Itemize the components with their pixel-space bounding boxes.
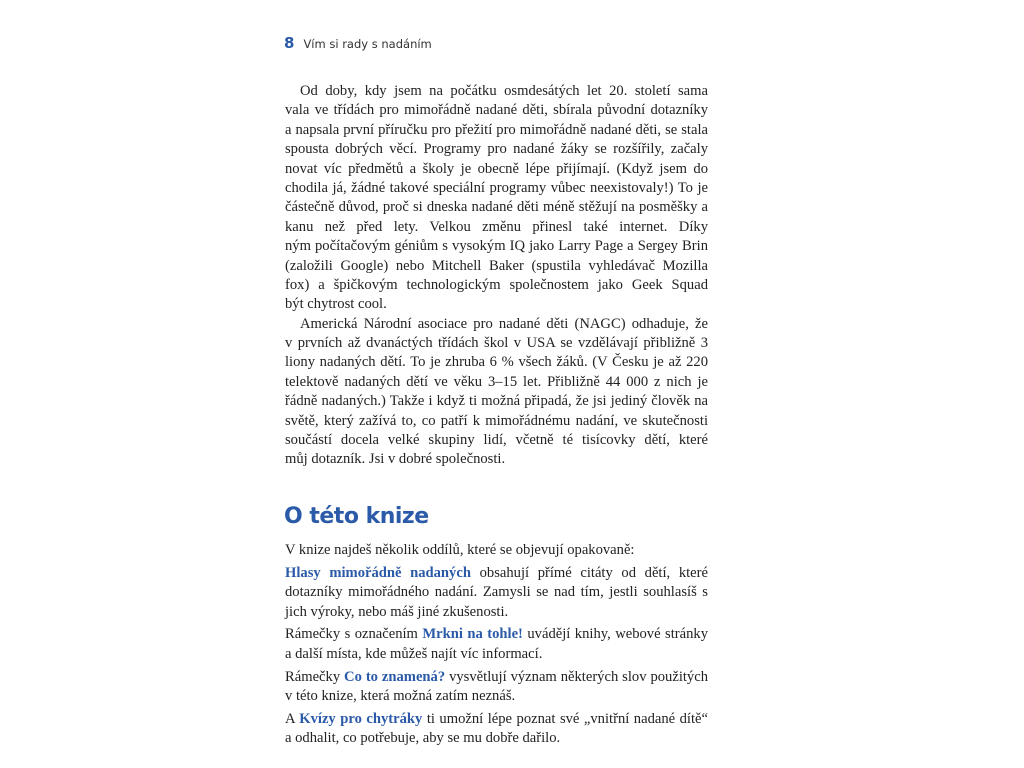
page-number: 8 xyxy=(284,34,295,52)
text-line xyxy=(285,237,708,256)
text-line xyxy=(285,603,708,622)
text-line xyxy=(285,160,708,179)
paragraph xyxy=(285,82,708,315)
paragraph xyxy=(285,668,708,707)
text-segment: řádně nadaných.) Takže i když ti možná připadá, že jsi jediný člověk na xyxy=(285,393,708,410)
text-segment: součástí docela velké skupiny lidí, včetně té tisícovky dětí, které xyxy=(285,432,708,449)
highlighted-term: Hlasy mimořádně nadaných xyxy=(285,564,471,581)
text-segment: světě, který zažívá to, co patří k mimořádnému nadání, ve skutečnosti xyxy=(285,412,708,429)
text-line xyxy=(285,353,708,372)
paragraph xyxy=(285,564,708,622)
paragraph xyxy=(285,541,708,560)
text-line xyxy=(285,276,708,295)
highlighted-term: Mrkni na tohle! xyxy=(422,626,523,643)
text-line xyxy=(285,541,708,560)
text-segment: telektově nadaných dětí ve věku 3–15 let. Přibližně 44 000 z nich je xyxy=(285,373,708,390)
text-segment: Rámečky s označením xyxy=(285,626,423,643)
text-segment: v prvních až dvanáctých třídách škol v USA se vzdělávají přibližně 3 xyxy=(285,335,708,352)
text-segment: Od doby, kdy jsem na počátku osmdesátých let 20. století sama xyxy=(300,83,708,99)
text-segment: fox) a špičkovým technologickým společnostem jako Geek Squad xyxy=(285,276,708,293)
text-segment: ti umožní lépe poznat své „vnitřní nadané dítě“ xyxy=(422,711,708,728)
text-segment: v této knize, která možná zatím neznáš. xyxy=(285,688,516,705)
text-segment: vysvětlují význam některých slov použitých xyxy=(445,668,708,685)
text-line xyxy=(285,645,708,664)
text-line xyxy=(285,729,708,748)
about-book-section xyxy=(285,541,708,749)
text-segment: Americká Národní asociace pro nadané děti (NAGC) odhaduje, že xyxy=(300,315,708,332)
text-segment: chodila já, žádné takové speciální programy vůbec neexistovaly!) To je xyxy=(285,179,708,196)
text-segment: V knize najdeš několik oddílů, které se objevují opakovaně: xyxy=(285,541,635,558)
text-segment: kanu než před lety. Velkou změnu přinesl také internet. Díky xyxy=(285,218,708,235)
highlighted-term: Kvízy pro chytráky xyxy=(299,711,423,728)
text-line xyxy=(285,583,708,602)
running-header xyxy=(284,34,432,52)
text-segment: uvádějí knihy, webové stránky xyxy=(522,626,708,643)
text-line xyxy=(285,121,708,140)
text-segment: A xyxy=(285,711,300,728)
text-line xyxy=(285,295,708,314)
text-line xyxy=(285,198,708,217)
text-line xyxy=(285,315,708,334)
text-line xyxy=(285,564,708,583)
text-segment: (založili Google) nebo Mitchell Baker (spustila vyhledávač Mozilla xyxy=(285,257,708,274)
paragraph xyxy=(285,710,708,749)
page-body xyxy=(285,82,708,749)
text-line xyxy=(285,392,708,411)
intro-section xyxy=(285,82,708,470)
text-line xyxy=(285,140,708,159)
section-heading: O této knize xyxy=(284,503,429,529)
text-segment: spousta dobrých věcí. Programy pro nadané žáky se rozšířily, začaly xyxy=(285,141,708,158)
text-line xyxy=(285,687,708,706)
text-segment: novat víc předmětů a školy je obecně lépe přijímají. (Když jsem do xyxy=(285,160,708,177)
text-segment: a odhalit, co potřebuje, aby se mu dobře dařilo. xyxy=(285,730,561,747)
text-line xyxy=(285,412,708,431)
text-line xyxy=(285,218,708,237)
highlighted-term: Co to znamená? xyxy=(344,668,446,685)
text-segment: vala ve třídách pro mimořádně nadané děti, sbírala původní dotazníky xyxy=(285,102,708,119)
text-segment: liony nadaných dětí. To je zhruba 6 % všech žáků. (V Česku je až 220 xyxy=(285,354,708,371)
text-line xyxy=(285,431,708,450)
text-segment: Rámečky xyxy=(285,668,345,685)
paragraph xyxy=(285,315,708,470)
text-segment: částečně důvod, proč si dneska nadané děti méně stěžují na posměšky a xyxy=(285,199,708,216)
text-line xyxy=(285,101,708,120)
paragraph xyxy=(285,625,708,664)
text-segment: ným počítačovým géniům s vysokým IQ jako Larry Page a Sergey Brin xyxy=(285,238,708,255)
text-line xyxy=(285,257,708,276)
text-segment: a napsala první příručku pro přežití pro mimořádně nadané děti, se stala xyxy=(285,121,708,138)
text-line xyxy=(285,450,708,469)
text-line xyxy=(285,82,708,101)
text-segment: a další místa, kde můžeš najít víc informací. xyxy=(285,645,543,662)
text-line xyxy=(285,625,708,644)
text-segment: být chytrost cool. xyxy=(285,296,387,313)
text-line xyxy=(285,179,708,198)
text-segment: dotazníky mimořádného nadání. Zamysli se nad tím, jestli souhlasíš s xyxy=(285,584,708,601)
text-segment: obsahují přímé citáty od dětí, které xyxy=(479,564,708,581)
text-segment: můj dotazník. Jsi v dobré společnosti. xyxy=(285,451,506,468)
running-title: Vím si rady s nadáním xyxy=(303,37,432,51)
text-line xyxy=(285,668,708,687)
text-segment: jich výroky, nebo máš jiné zkušenosti. xyxy=(285,603,509,620)
text-line xyxy=(285,334,708,353)
text-line xyxy=(285,710,708,729)
text-line xyxy=(285,373,708,392)
